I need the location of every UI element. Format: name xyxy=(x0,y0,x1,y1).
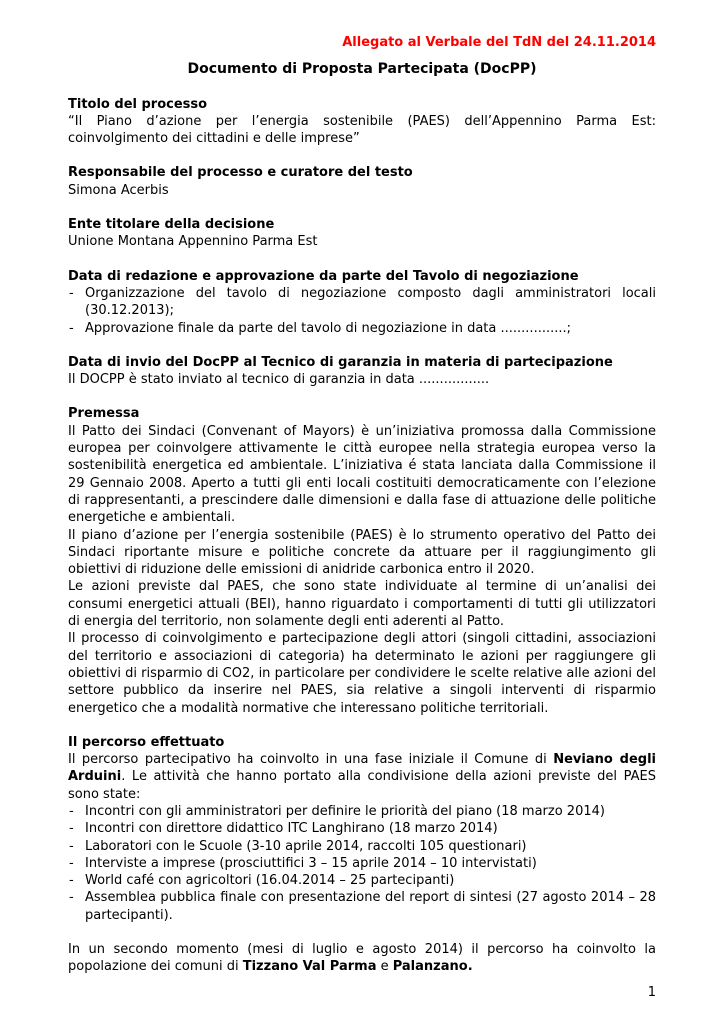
list-item xyxy=(68,872,656,889)
list-item-text: Incontri con direttore didattico ITC Langhirano (18 marzo 2014) xyxy=(85,821,498,837)
section-heading-responsabile: Responsabile del processo e curatore del testo xyxy=(68,165,413,181)
percorso-intro-bold: Neviano degli Arduini xyxy=(68,752,656,785)
section-body-responsabile: Simona Acerbis xyxy=(68,182,169,198)
document-annotation: Allegato al Verbale del TdN del 24.11.2014 xyxy=(342,35,656,50)
premessa-paragraph: Il piano d’azione per l’energia sostenibile (PAES) è lo strumento operativo del Patto dei Sindaci riportante misure e politiche concrete da attuare per il raggiungimento gli obiettivi di riduzione delle emissioni di anidride carbonica entro il 2020. xyxy=(68,527,656,578)
section-body-invio: Il DOCPP è stato inviato al tecnico di garanzia in data ................. xyxy=(68,372,490,388)
section-heading-redazione: Data di redazione e approvazione da parte del Tavolo di negoziazione xyxy=(68,268,579,284)
section-heading-ente: Ente titolare della decisione xyxy=(68,217,275,233)
list-item-text: Laboratori con le Scuole (3-10 aprile 2014, raccolti 105 questionari) xyxy=(85,838,527,854)
list-dash: - xyxy=(69,320,74,336)
list-item-text: Approvazione finale da parte del tavolo di negoziazione in data ................; xyxy=(85,320,572,336)
page-number: 1 xyxy=(647,984,656,1000)
percorso-closing-bold: Tizzano Val Parma xyxy=(242,959,377,975)
list-item-text: World café con agricoltori (16.04.2014 – 25 partecipanti) xyxy=(85,873,455,889)
list-item xyxy=(68,855,656,872)
percorso-closing-bold: Palanzano. xyxy=(392,959,473,975)
section-heading-premessa: Premessa xyxy=(68,406,140,422)
section-heading-invio: Data di invio del DocPP al Tecnico di garanzia in materia di partecipazione xyxy=(68,354,613,370)
percorso-closing-text: In un secondo momento (mesi di luglio e agosto 2014) il percorso ha coinvolto la popolazione dei comuni di xyxy=(68,942,656,975)
percorso-closing xyxy=(68,941,656,976)
list-item xyxy=(68,820,656,837)
section-body-titolo: “Il Piano d’azione per l’energia sostenibile (PAES) dell’Appennino Parma Est: coinvolgimento dei cittadini e delle imprese” xyxy=(68,113,656,147)
list-item xyxy=(68,889,656,924)
redazione-list xyxy=(68,285,656,337)
list-item-text: Incontri con gli amministratori per definire le priorità del piano (18 marzo 2014) xyxy=(85,803,605,819)
percorso-closing-text: e xyxy=(376,959,393,975)
list-item-text: Interviste a imprese (prosciuttifici 3 – 15 aprile 2014 – 10 intervistati) xyxy=(85,855,537,871)
list-item-text: Assemblea pubblica finale con presentazione del report di sintesi (27 agosto 2014 – 28 partecipanti). xyxy=(85,890,656,923)
list-item xyxy=(68,803,656,820)
list-item-text: Organizzazione del tavolo di negoziazione composto dagli amministratori locali (30.12.2013); xyxy=(85,285,656,319)
list-item xyxy=(68,320,656,337)
percorso-intro-text: . Le attività che hanno portato alla condivisione della azioni previste del PAES sono state: xyxy=(68,769,656,802)
list-item xyxy=(68,285,656,320)
list-dash: - xyxy=(69,890,74,906)
list-dash: - xyxy=(69,821,74,837)
section-heading-percorso: Il percorso effettuato xyxy=(68,734,225,750)
list-dash: - xyxy=(69,873,74,889)
premessa-paragraph: Il processo di coinvolgimento e partecipazione degli attori (singoli cittadini, associazioni del territorio e associazioni di categoria) ha determinato le azioni per raggiungere gli obiettivi di risparmio di CO2, in particolare per condividere le scelte relative alle azioni del settore pubblico da inserire nel PAES, sia relative a singoli interventi di risparmio energetico che a modalità normative che interessano politiche territoriali. xyxy=(68,631,656,716)
section-body-ente: Unione Montana Appennino Parma Est xyxy=(68,234,318,250)
premessa-paragraph: Le azioni previste dal PAES, che sono state individuate al termine di un’analisi dei consumi energetici attuali (BEI), hanno riguardato i comportamenti di tutti gli utilizzatori di energia del territorio, non solamente degli enti aderenti al Patto. xyxy=(68,579,656,630)
percorso-list xyxy=(68,803,656,924)
section-heading-titolo: Titolo del processo xyxy=(68,96,208,112)
list-dash: - xyxy=(69,803,74,819)
document-title: Documento di Proposta Partecipata (DocPP) xyxy=(187,61,537,78)
percorso-intro-text: Il percorso partecipativo ha coinvolto in una fase iniziale il Comune di xyxy=(68,752,554,768)
list-dash: - xyxy=(69,855,74,871)
list-dash: - xyxy=(69,285,74,301)
premessa-paragraph: Il Patto dei Sindaci (Convenant of Mayors) è un’iniziativa promossa dalla Commissione europea per coinvolgere attivamente le città europee nella strategia europea verso la sostenibilità energetica ed ambientale. L’iniziativa é stata lanciata dalla Commissione il 29 Gennaio 2008. Aperto a tutti gli enti locali costituiti democraticamente con l’elezione di rappresentanti, a prescindere dalle dimensioni e dalla fase di attuazione delle politiche energetiche e ambientali. xyxy=(68,423,656,526)
list-item xyxy=(68,838,656,855)
percorso-intro xyxy=(68,751,656,803)
list-dash: - xyxy=(69,838,74,854)
